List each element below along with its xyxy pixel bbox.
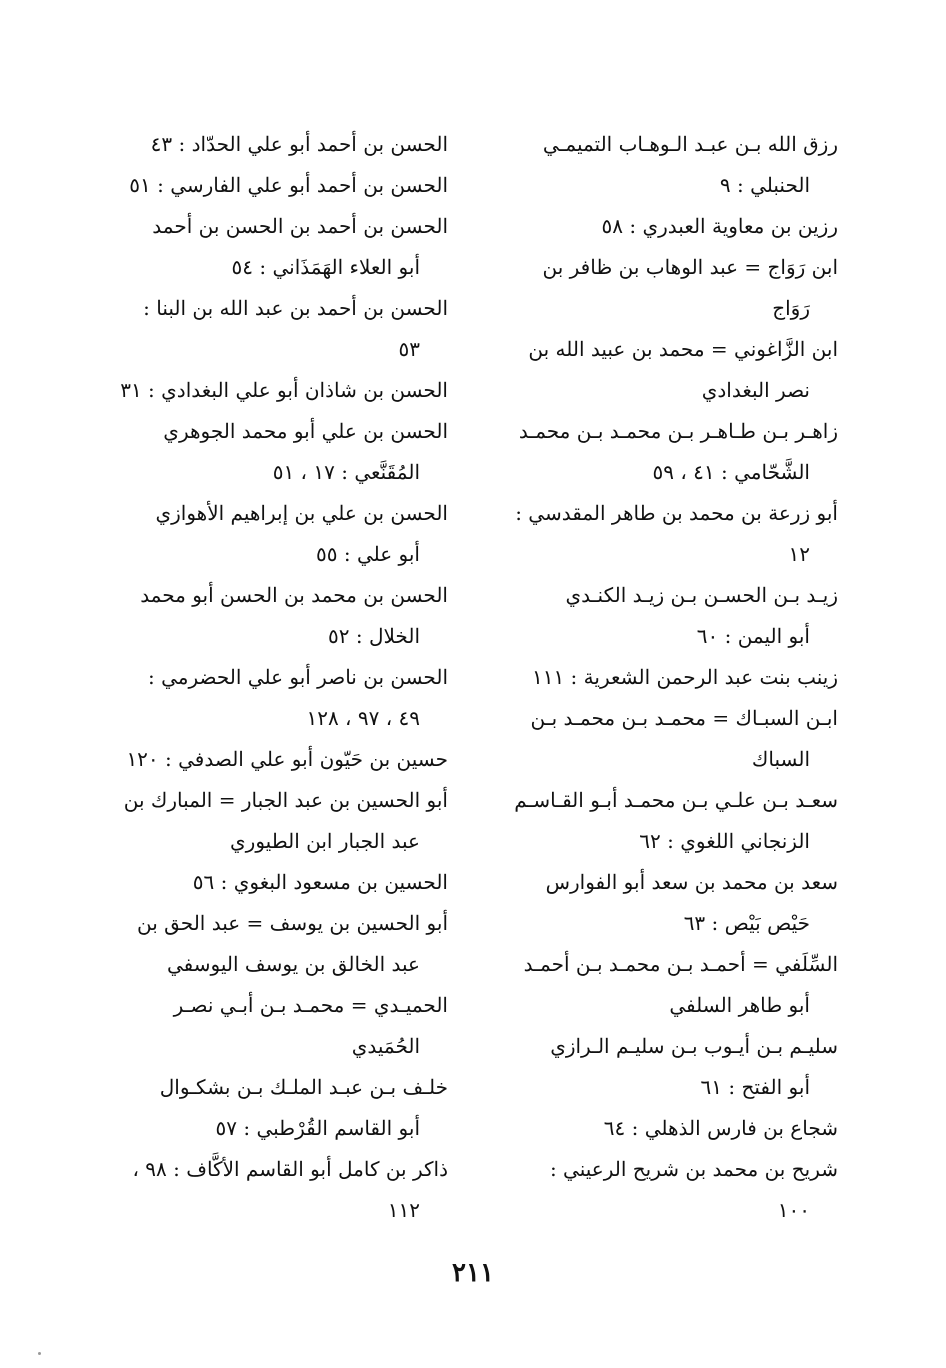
- index-entry-continuation: ٥٣: [398, 337, 420, 361]
- index-entry-continuation: عبد الجبار ابن الطيوري: [230, 829, 420, 853]
- scan-speck: [38, 1352, 41, 1355]
- index-entry-continuation: أبو القاسم القُرْطبي : ٥٧: [215, 1116, 420, 1140]
- index-entry: [498, 780, 838, 862]
- index-entry-head: الحسن بن علي أبو محمد الجوهري: [163, 419, 448, 443]
- index-entry: [103, 985, 448, 1067]
- index-entry-continuation: الخلال : ٥٢: [328, 624, 420, 648]
- index-entry-head: سعـد بـن علـي بـن محمـد أبـو القـاسـم: [514, 788, 838, 812]
- index-entry-continuation: أبو علي : ٥٥: [316, 542, 420, 566]
- index-entry-head: شجاع بن فارس الذهلي : ٦٤: [603, 1116, 838, 1140]
- index-entry-continuation: الشَّحّامي : ٤١ ، ٥٩: [652, 460, 810, 484]
- index-entry: [498, 698, 838, 780]
- index-column-left: [498, 124, 838, 1231]
- index-entry-head: ذاكر بن كامل أبو القاسم الأكَّاف : ٩٨ ،: [132, 1157, 448, 1181]
- index-entry-continuation: حَيْص بَيْص : ٦٣: [683, 911, 810, 935]
- index-entry: [103, 862, 448, 903]
- index-entry: [498, 124, 838, 206]
- index-entry-continuation: رَوَاج: [772, 296, 810, 320]
- index-entry-continuation: السباك: [751, 747, 810, 771]
- index-entry-head: حسين بن حَيّون أبو علي الصدفي : ١٢٠: [126, 747, 448, 771]
- index-entry-continuation: الحنبلي : ٩: [719, 173, 810, 197]
- index-entry-continuation: أبو اليمن : ٦٠: [696, 624, 810, 648]
- index-entry: [498, 247, 838, 329]
- index-entry-head: الحسن بن أحمد بن عبد الله بن البنا :: [143, 296, 448, 320]
- index-entry: [103, 739, 448, 780]
- index-entry-head: زينب بنت عبد الرحمن الشعرية : ١١١: [531, 665, 838, 689]
- index-entry-head: ابن رَوَاج = عبد الوهاب بن ظافر بن: [542, 255, 838, 279]
- index-entry-head: رزين بن معاوية العبدري : ٥٨: [601, 214, 838, 238]
- index-entry: [498, 411, 838, 493]
- index-entry: [498, 657, 838, 698]
- index-entry-head: سليـم بـن أيـوب بـن سليـم الـرازي: [550, 1034, 838, 1058]
- index-entry-head: ابن الزَّاغوني = محمد بن عبيد الله بن: [528, 337, 838, 361]
- index-entry: [103, 165, 448, 206]
- index-entry: [498, 1149, 838, 1231]
- index-entry: [103, 903, 448, 985]
- page-number: ٢١١: [452, 1258, 494, 1288]
- index-entry: [498, 944, 838, 1026]
- index-entry-continuation: ٤٩ ، ٩٧ ، ١٢٨: [306, 706, 420, 730]
- index-entry-head: أبو الحسين بن عبد الجبار = المبارك بن: [123, 788, 448, 812]
- index-entry: [103, 493, 448, 575]
- index-entry: [498, 206, 838, 247]
- index-entry-head: ابـن السبـاك = محمـد بـن محمـد بـن: [530, 706, 838, 730]
- index-entry-continuation: الزنجاني اللغوي : ٦٢: [639, 829, 810, 853]
- index-entry-continuation: المُقَنَّعي : ١٧ ، ٥١: [272, 460, 420, 484]
- index-entry-continuation: نصر البغدادي: [701, 378, 810, 402]
- index-entry-head: خلـف بـن عبـد الملـك بـن بشكـوال: [159, 1075, 448, 1099]
- index-column-right: [103, 124, 448, 1231]
- index-entry: [103, 575, 448, 657]
- index-entry-head: الحسن بن أحمد أبو علي الفارسي : ٥١: [129, 173, 448, 197]
- index-entry-head: الحسن بن شاذان أبو علي البغدادي : ٣١: [120, 378, 448, 402]
- index-entry-head: الحسن بن أحمد بن الحسن بن أحمد: [152, 214, 448, 238]
- index-entry: [103, 206, 448, 288]
- index-entry: [498, 1026, 838, 1108]
- index-entry: [498, 575, 838, 657]
- index-entry: [103, 657, 448, 739]
- index-entry-head: الحسين بن مسعود البغوي : ٥٦: [192, 870, 448, 894]
- index-entry-head: زيـد بـن الحسـن بـن زيـد الكنـدي: [565, 583, 838, 607]
- index-entry-continuation: ١١٢: [387, 1198, 420, 1222]
- index-entry: [498, 1108, 838, 1149]
- index-entry: [498, 862, 838, 944]
- index-entry-head: السِّلَفي = أحمـد بـن محمـد بـن أحمـد: [523, 952, 838, 976]
- index-entry-head: الحميـدي = محمـد بـن أبـي نصـر: [173, 993, 448, 1017]
- index-entry-head: الحسن بن ناصر أبو علي الحضرمي :: [148, 665, 448, 689]
- index-entry-continuation: عبد الخالق بن يوسف اليوسفي: [166, 952, 420, 976]
- index-entry: [498, 493, 838, 575]
- index-entry-head: زاهـر بـن طـاهـر بـن محمـد بـن محمـد: [518, 419, 838, 443]
- index-entry-head: سعد بن محمد بن سعد أبو الفوارس: [545, 870, 838, 894]
- index-entry-head: أبو زرعة بن محمد بن طاهر المقدسي :: [515, 501, 838, 525]
- index-entry: [103, 124, 448, 165]
- index-entry-continuation: ١٢: [788, 542, 810, 566]
- index-entry-continuation: أبو العلاء الهَمَذَاني : ٥٤: [231, 255, 420, 279]
- index-entry-continuation: أبو الفتح : ٦١: [700, 1075, 810, 1099]
- index-entry: [103, 370, 448, 411]
- index-entry: [103, 288, 448, 370]
- index-entry-head: الحسن بن أحمد أبو علي الحدّاد : ٤٣: [150, 132, 448, 156]
- index-entry-continuation: أبو طاهر السلفي: [669, 993, 810, 1017]
- index-entry: [103, 1149, 448, 1231]
- index-entry-head: رزق الله بـن عبـد الـوهـاب التميمـي: [542, 132, 838, 156]
- index-entry-head: شريح بن محمد بن شريح الرعيني :: [549, 1157, 838, 1181]
- index-entry-continuation: الحُمَيدي: [351, 1034, 420, 1058]
- index-entry: [103, 411, 448, 493]
- index-entry-head: الحسن بن محمد بن الحسن أبو محمد: [140, 583, 448, 607]
- index-entry-continuation: ١٠٠: [777, 1198, 810, 1222]
- index-entry: [498, 329, 838, 411]
- index-entry-head: الحسن بن علي بن إبراهيم الأهوازي: [155, 501, 448, 525]
- index-entry: [103, 780, 448, 862]
- index-entry: [103, 1067, 448, 1149]
- index-entry-head: أبو الحسين بن يوسف = عبد الحق بن: [136, 911, 448, 935]
